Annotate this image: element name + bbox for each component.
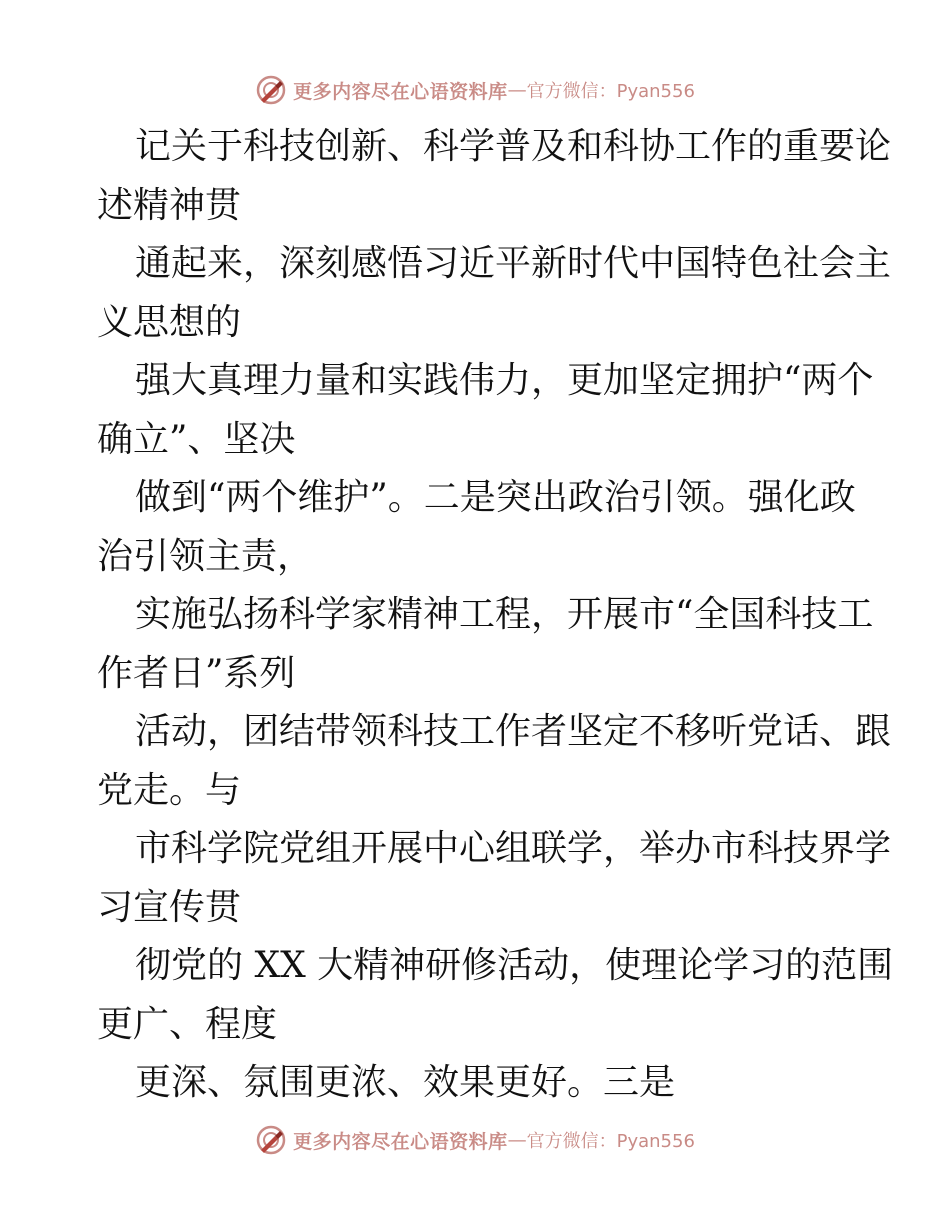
text-line: 通起来，深刻感悟习近平新时代中国特色社会主	[135, 243, 892, 284]
text-line: 党走。与	[97, 769, 242, 811]
footer-banner-text: 更多内容尽在心语资料库	[293, 1130, 508, 1153]
text-line: 记关于科技创新、科学普及和科协工作的重要论	[135, 126, 892, 167]
text-line: 义思想的	[97, 301, 242, 343]
header-banner-contact: 官方微信：Pyan556	[526, 81, 695, 102]
text-line: 做到“两个维护”。二是突出政治引领。强化政	[135, 477, 856, 518]
pen-logo-icon	[255, 74, 287, 106]
footer-banner-contact: 官方微信：Pyan556	[526, 1131, 695, 1152]
header-banner-text: 更多内容尽在心语资料库	[293, 80, 508, 103]
text-line: 活动，团结带领科技工作者坚定不移听党话、跟	[135, 711, 892, 752]
text-line: 作者日”系列	[97, 652, 296, 694]
body-text	[97, 118, 894, 1113]
footer-watermark-banner	[0, 1120, 950, 1160]
header-banner-dash: —	[507, 79, 527, 101]
text-line: 述精神贯	[97, 184, 242, 226]
text-line: 实施弘扬科学家精神工程，开展市“全国科技工	[135, 594, 874, 635]
footer-banner-dash: —	[507, 1129, 527, 1151]
text-line: 习宣传贯	[97, 886, 242, 928]
text-line: 更广、程度	[97, 1003, 278, 1045]
text-line: 更深、氛围更浓、效果更好。三是	[135, 1062, 676, 1103]
text-line: 彻党的 XX 大精神研修活动，使理论学习的范围	[135, 945, 894, 986]
text-line: 治引领主责，	[97, 535, 314, 577]
pen-logo-icon	[255, 1124, 287, 1156]
text-line: 市科学院党组开展中心组联学，举办市科技界学	[135, 828, 892, 869]
text-line: 确立”、坚决	[97, 418, 296, 460]
header-watermark-banner	[0, 70, 950, 110]
text-line: 强大真理力量和实践伟力，更加坚定拥护“两个	[135, 360, 874, 401]
